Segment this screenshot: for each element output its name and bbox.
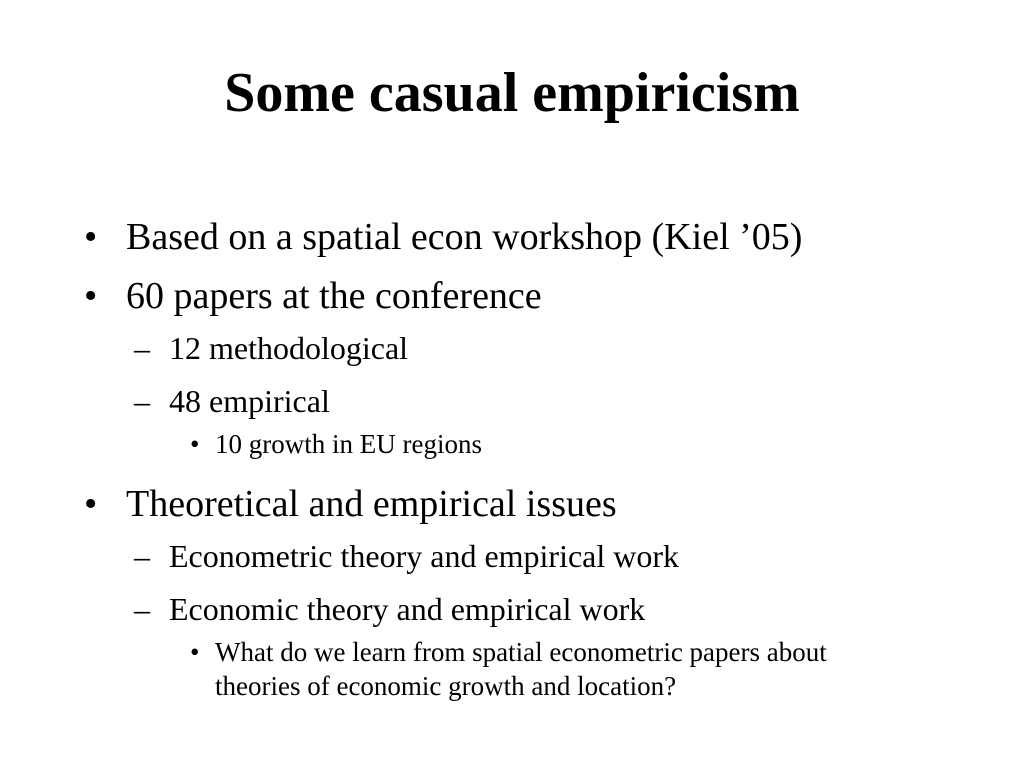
bullet-item xyxy=(84,480,984,528)
sub-bullet-text: Econometric theory and empirical work xyxy=(169,538,680,574)
sub-bullet-item xyxy=(84,327,984,369)
bullet-marker: • xyxy=(190,637,200,667)
bullet-item xyxy=(84,213,984,261)
slide-body xyxy=(84,213,984,716)
bullet-marker: • xyxy=(84,275,98,317)
sub-sub-bullet-item xyxy=(84,635,915,703)
sub-sub-bullet-text: What do we learn from spatial econometric papers about theories of economic growth and location? xyxy=(215,637,827,701)
sub-bullet-item xyxy=(84,535,984,577)
dash-marker: – xyxy=(134,383,150,419)
sub-bullet-item xyxy=(84,380,984,422)
sub-sub-bullet-item xyxy=(84,427,984,461)
dash-marker: – xyxy=(134,538,150,574)
dash-marker: – xyxy=(134,330,150,366)
sub-bullet-text: 48 empirical xyxy=(169,383,330,419)
bullet-text: Based on a spatial econ workshop (Kiel ’05) xyxy=(126,216,803,258)
slide-title: Some casual empiricism xyxy=(224,62,800,124)
sub-bullet-item xyxy=(84,588,984,630)
bullet-marker: • xyxy=(84,483,98,525)
bullet-text: Theoretical and empirical issues xyxy=(126,483,617,525)
bullet-marker: • xyxy=(84,216,98,258)
bullet-marker: • xyxy=(190,429,200,459)
sub-bullet-text: Economic theory and empirical work xyxy=(169,591,646,627)
dash-marker: – xyxy=(134,591,150,627)
sub-sub-bullet-text: 10 growth in EU regions xyxy=(215,429,482,459)
sub-bullet-text: 12 methodological xyxy=(169,330,409,366)
bullet-text: 60 papers at the conference xyxy=(126,275,542,317)
bullet-item xyxy=(84,272,984,320)
